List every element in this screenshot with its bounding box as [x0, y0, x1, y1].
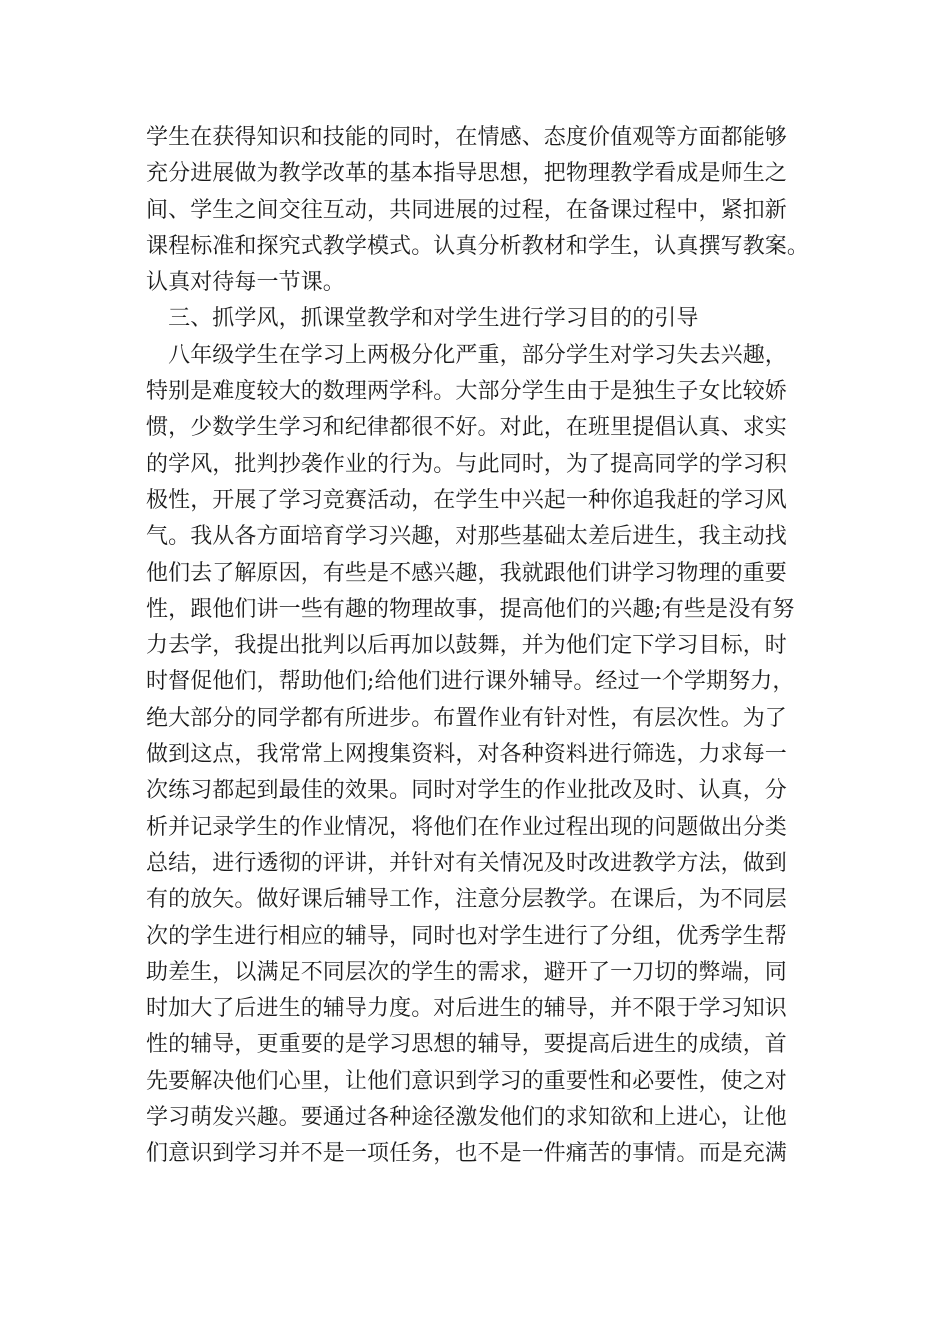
body-text — [146, 120, 826, 1173]
text-line: 他们去了解原因，有些是不感兴趣，我就跟他们讲学习物理的重要 — [146, 560, 787, 586]
text-line: 课程标准和探究式教学模式。认真分析教材和学生，认真撰写教案。 — [146, 233, 810, 259]
text-line: 绝大部分的同学都有所进步。布置作业有针对性，有层次性。为了 — [146, 705, 787, 731]
text-line: 时加大了后进生的辅导力度。对后进生的辅导，并不限于学习知识 — [146, 996, 787, 1022]
text-line: 八年级学生在学习上两极分化严重，部分学生对学习失去兴趣， — [146, 342, 787, 368]
text-line: 次练习都起到最佳的效果。同时对学生的作业批改及时、认真，分 — [146, 778, 787, 804]
text-line: 次的学生进行相应的辅导，同时也对学生进行了分组，优秀学生帮 — [146, 923, 787, 949]
text-line: 性，跟他们讲一些有趣的物理故事，提高他们的兴趣;有些是没有努 — [146, 596, 795, 622]
text-line: 充分进展做为教学改革的基本指导思想，把物理教学看成是师生之 — [146, 161, 787, 187]
text-line: 们意识到学习并不是一项任务，也不是一件痛苦的事情。而是充满 — [146, 1141, 787, 1167]
text-line: 认真对待每一节课。 — [146, 270, 345, 296]
section-heading: 三、抓学风，抓课堂教学和对学生进行学习目的的引导 — [146, 306, 699, 332]
text-line: 助差生，以满足不同层次的学生的需求，避开了一刀切的弊端，同 — [146, 959, 787, 985]
text-line: 性的辅导，更重要的是学习思想的辅导，要提高后进生的成绩，首 — [146, 1032, 787, 1058]
text-line: 惯，少数学生学习和纪律都很不好。对此，在班里提倡认真、求实 — [146, 415, 787, 441]
text-line: 极性，开展了学习竞赛活动，在学生中兴起一种你追我赶的学习风 — [146, 487, 787, 513]
text-line: 做到这点，我常常上网搜集资料，对各种资料进行筛选，力求每一 — [146, 742, 787, 768]
text-line: 的学风，批判抄袭作业的行为。与此同时，为了提高同学的学习积 — [146, 451, 787, 477]
text-line: 先要解决他们心里，让他们意识到学习的重要性和必要性，使之对 — [146, 1068, 787, 1094]
text-line: 学生在获得知识和技能的同时，在情感、态度价值观等方面都能够 — [146, 125, 787, 150]
text-line: 总结，进行透彻的评讲，并针对有关情况及时改进教学方法，做到 — [146, 850, 787, 876]
text-line: 特别是难度较大的数理两学科。大部分学生由于是独生子女比较娇 — [146, 379, 787, 405]
text-line: 间、学生之间交往互动，共同进展的过程，在备课过程中，紧扣新 — [146, 197, 787, 223]
text-line: 学习萌发兴趣。要通过各种途径激发他们的求知欲和上进心，让他 — [146, 1105, 787, 1131]
text-line: 时督促他们，帮助他们;给他们进行课外辅导。经过一个学期努力， — [146, 669, 795, 695]
text-line: 析并记录学生的作业情况，将他们在作业过程出现的问题做出分类 — [146, 814, 787, 840]
text-line: 力去学，我提出批判以后再加以鼓舞，并为他们定下学习目标，时 — [146, 633, 787, 659]
text-line: 有的放矢。做好课后辅导工作，注意分层教学。在课后，为不同层 — [146, 887, 787, 913]
text-line: 气。我从各方面培育学习兴趣，对那些基础太差后进生，我主动找 — [146, 524, 787, 550]
